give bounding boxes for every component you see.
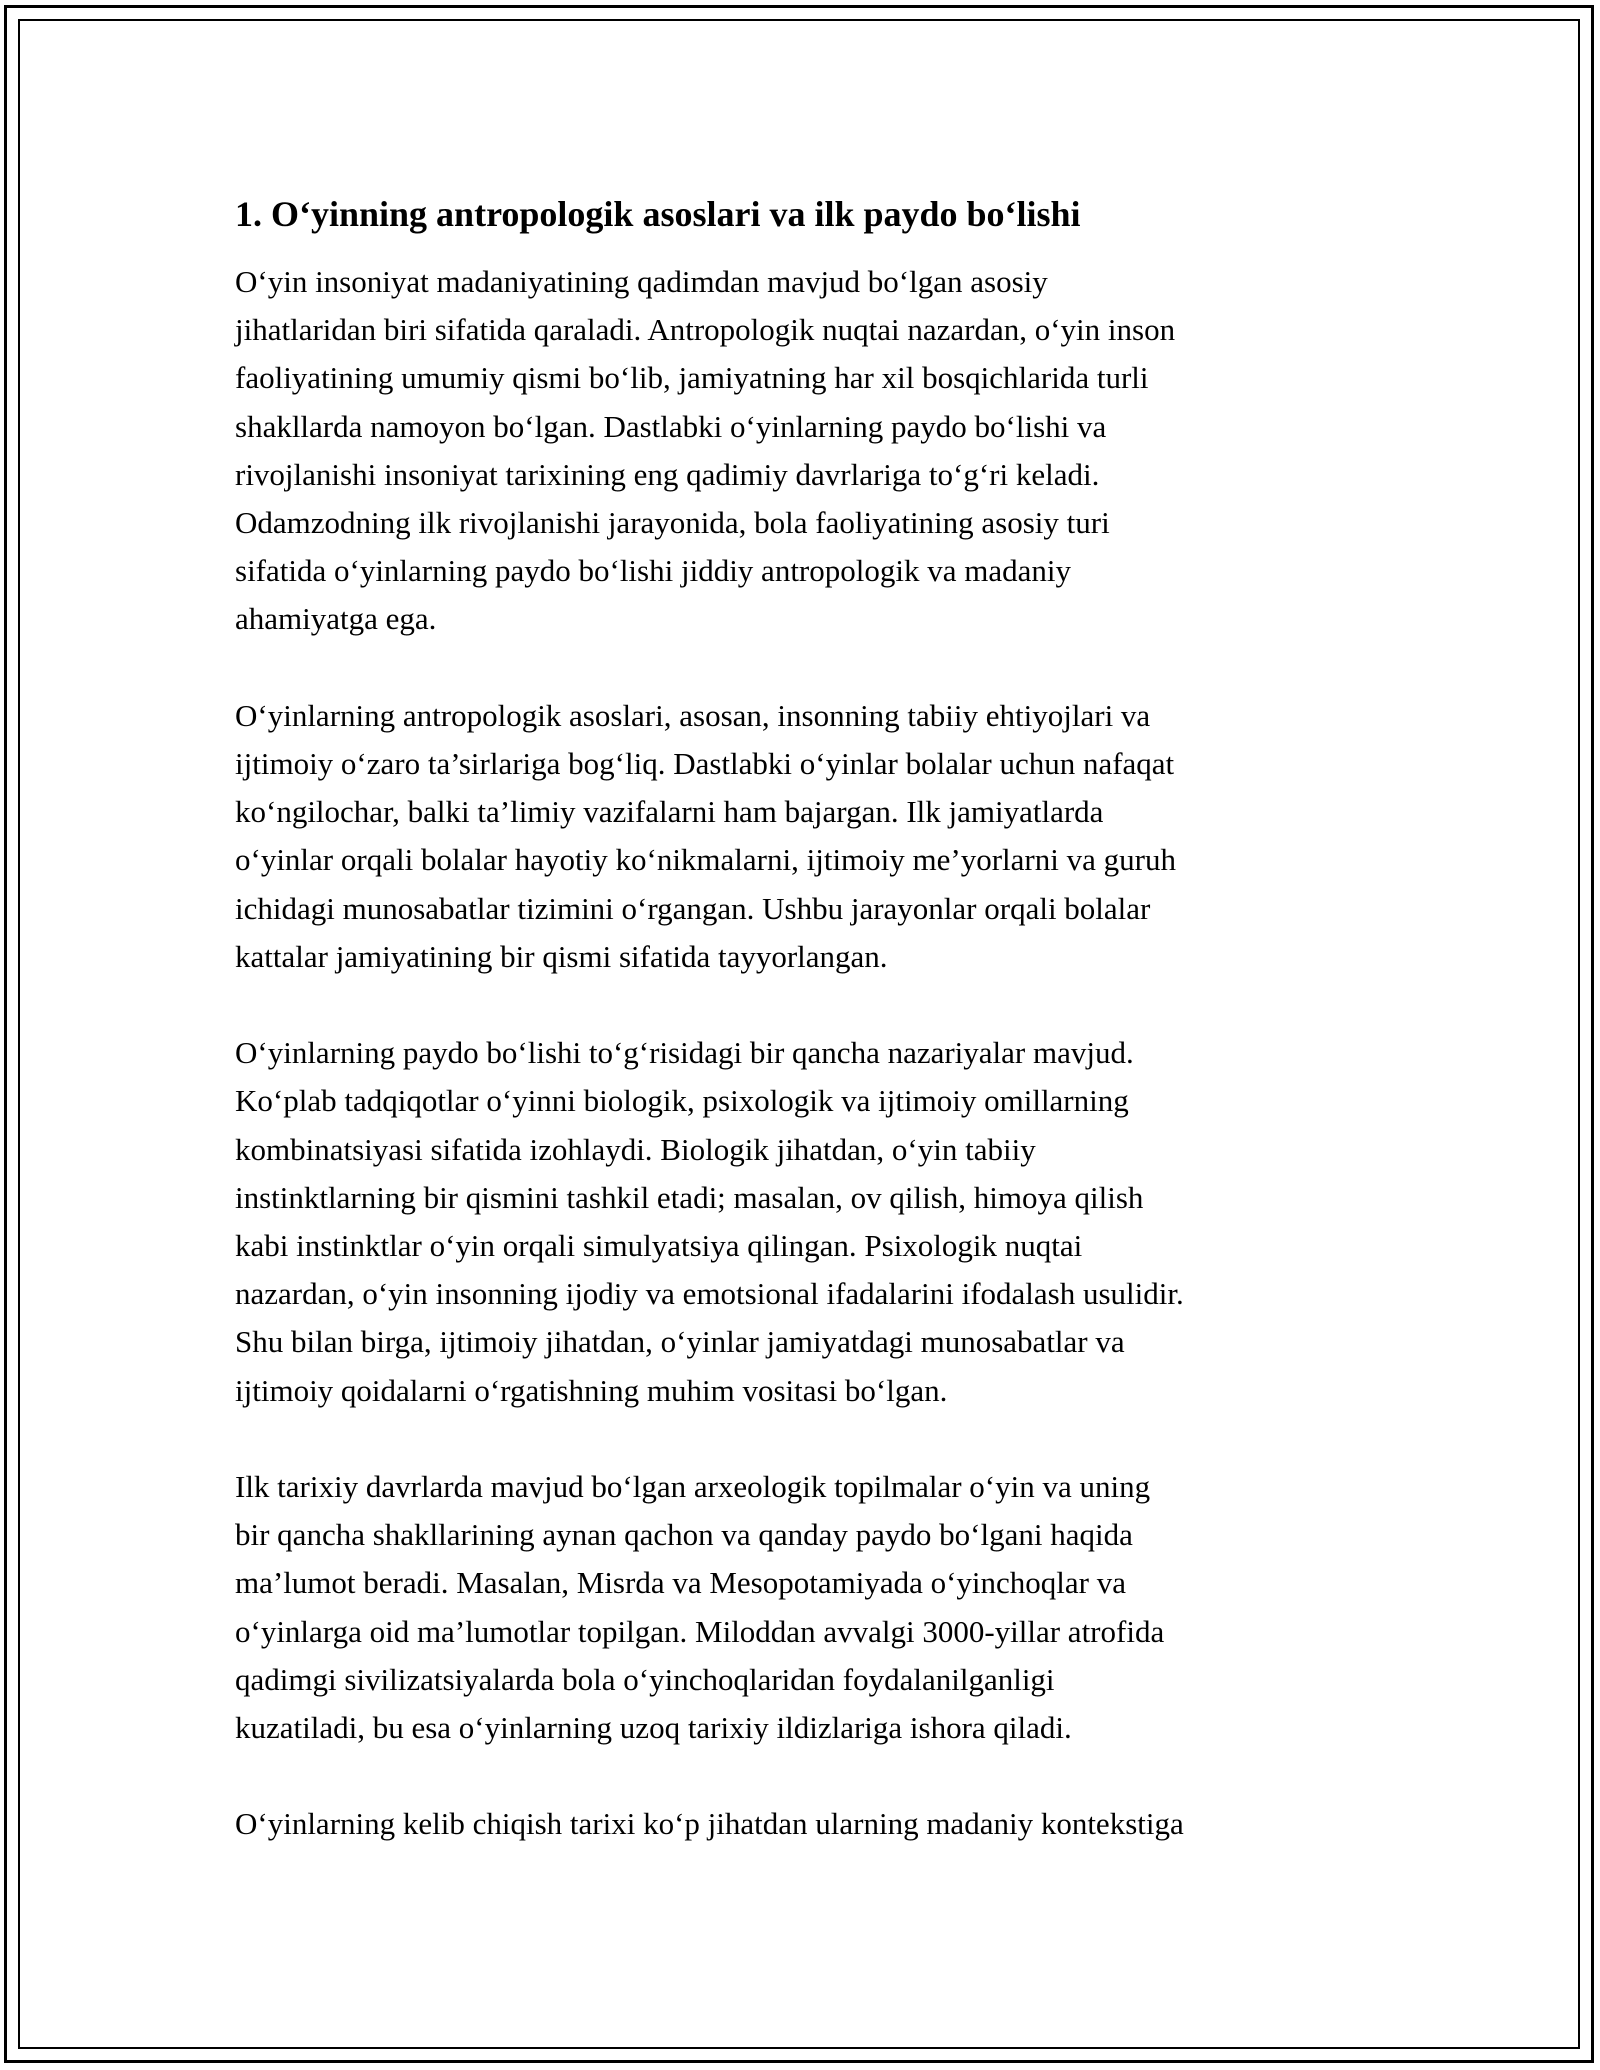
paragraph-line: bir qancha shakllarining aynan qachon va qanday paydo bo‘lgani haqida: [235, 1517, 1133, 1553]
section-heading: 1. O‘yinning antropologik asoslari va ilk paydo bo‘lishi: [235, 194, 1081, 234]
paragraph-line: jihatlaridan biri sifatida qaraladi. Antropologik nuqtai nazardan, o‘yin inson: [235, 312, 1176, 348]
paragraph-4: [235, 1463, 1365, 1752]
paragraph-line: kuzatiladi, bu esa o‘yinlarning uzoq tarixiy ildizlariga ishora qiladi.: [235, 1710, 1072, 1746]
paragraph-line: o‘yinlar orqali bolalar hayotiy ko‘nikmalarni, ijtimoiy me’yorlarni va guruh: [235, 842, 1176, 878]
paragraph-line: kombinatsiyasi sifatida izohlaydi. Biologik jihatdan, o‘yin tabiiy: [235, 1131, 1036, 1167]
paragraph-line: ichidagi munosabatlar tizimini o‘rgangan. Ushbu jarayonlar orqali bolalar: [235, 890, 1151, 926]
paragraph-line: nazardan, o‘yin insonning ijodiy va emotsional ifadalarini ifodalash usulidir.: [235, 1276, 1184, 1312]
paragraph-line: instinktlarning bir qismini tashkil etadi; masalan, ov qilish, himoya qilish: [235, 1179, 1144, 1215]
paragraph-5: [235, 1800, 1365, 1848]
paragraph-line: O‘yinlarning antropologik asoslari, asosan, insonning tabiiy ehtiyojlari va: [235, 697, 1151, 733]
paragraph-line: faoliyatining umumiy qismi bo‘lib, jamiyatning har xil bosqichlarida turli: [235, 360, 1149, 396]
paragraph-line: qadimgi sivilizatsiyalarda bola o‘yinchoqlaridan foydalanilganligi: [235, 1661, 1055, 1697]
paragraph-line: ijtimoiy o‘zaro ta’sirlariga bog‘liq. Dastlabki o‘yinlar bolalar uchun nafaqat: [235, 746, 1175, 782]
paragraph-line: kattalar jamiyatining bir qismi sifatida tayyorlangan.: [235, 938, 888, 974]
paragraph-line: Shu bilan birga, ijtimoiy jihatdan, o‘yinlar jamiyatdagi munosabatlar va: [235, 1324, 1125, 1360]
paragraph-1: [235, 258, 1365, 644]
paragraph-line: Ilk tarixiy davrlarda mavjud bo‘lgan arxeologik topilmalar o‘yin va uning: [235, 1469, 1151, 1505]
paragraph-line: ijtimoiy qoidalarni o‘rgatishning muhim vositasi bo‘lgan.: [235, 1372, 948, 1408]
paragraph-line: ahamiyatga ega.: [235, 601, 437, 637]
paragraph-line: o‘yinlarga oid ma’lumotlar topilgan. Miloddan avvalgi 3000-yillar atrofida: [235, 1613, 1165, 1649]
paragraph-line: ko‘ngilochar, balki ta’limiy vazifalarni ham bajargan. Ilk jamiyatlarda: [235, 794, 1104, 830]
paragraph-line: kabi instinktlar o‘yin orqali simulyatsiya qilingan. Psixologik nuqtai: [235, 1228, 1083, 1264]
paragraph-line: O‘yinlarning kelib chiqish tarixi ko‘p jihatdan ularning madaniy kontekstiga: [235, 1806, 1184, 1842]
paragraph-line: shakllarda namoyon bo‘lgan. Dastlabki o‘yinlarning paydo bo‘lishi va: [235, 408, 1107, 444]
paragraph-2: [235, 692, 1365, 981]
paragraph-line: rivojlanishi insoniyat tarixining eng qadimiy davrlariga to‘g‘ri keladi.: [235, 456, 1100, 492]
paragraph-line: Ko‘plab tadqiqotlar o‘yinni biologik, psixologik va ijtimoiy omillarning: [235, 1083, 1129, 1119]
paragraph-line: Odamzodning ilk rivojlanishi jarayonida, bola faoliyatining asosiy turi: [235, 505, 1110, 541]
document-body: [235, 188, 1365, 1849]
paragraph-line: ma’lumot beradi. Masalan, Misrda va Mesopotamiyada o‘yinchoqlar va: [235, 1565, 1126, 1601]
paragraph-line: sifatida o‘yinlarning paydo bo‘lishi jiddiy antropologik va madaniy: [235, 553, 1071, 589]
paragraph-line: O‘yin insoniyat madaniyatining qadimdan mavjud bo‘lgan asosiy: [235, 264, 1048, 299]
paragraph-3: [235, 1029, 1365, 1415]
paragraph-line: O‘yinlarning paydo bo‘lishi to‘g‘risidagi bir qancha nazariyalar mavjud.: [235, 1035, 1134, 1071]
